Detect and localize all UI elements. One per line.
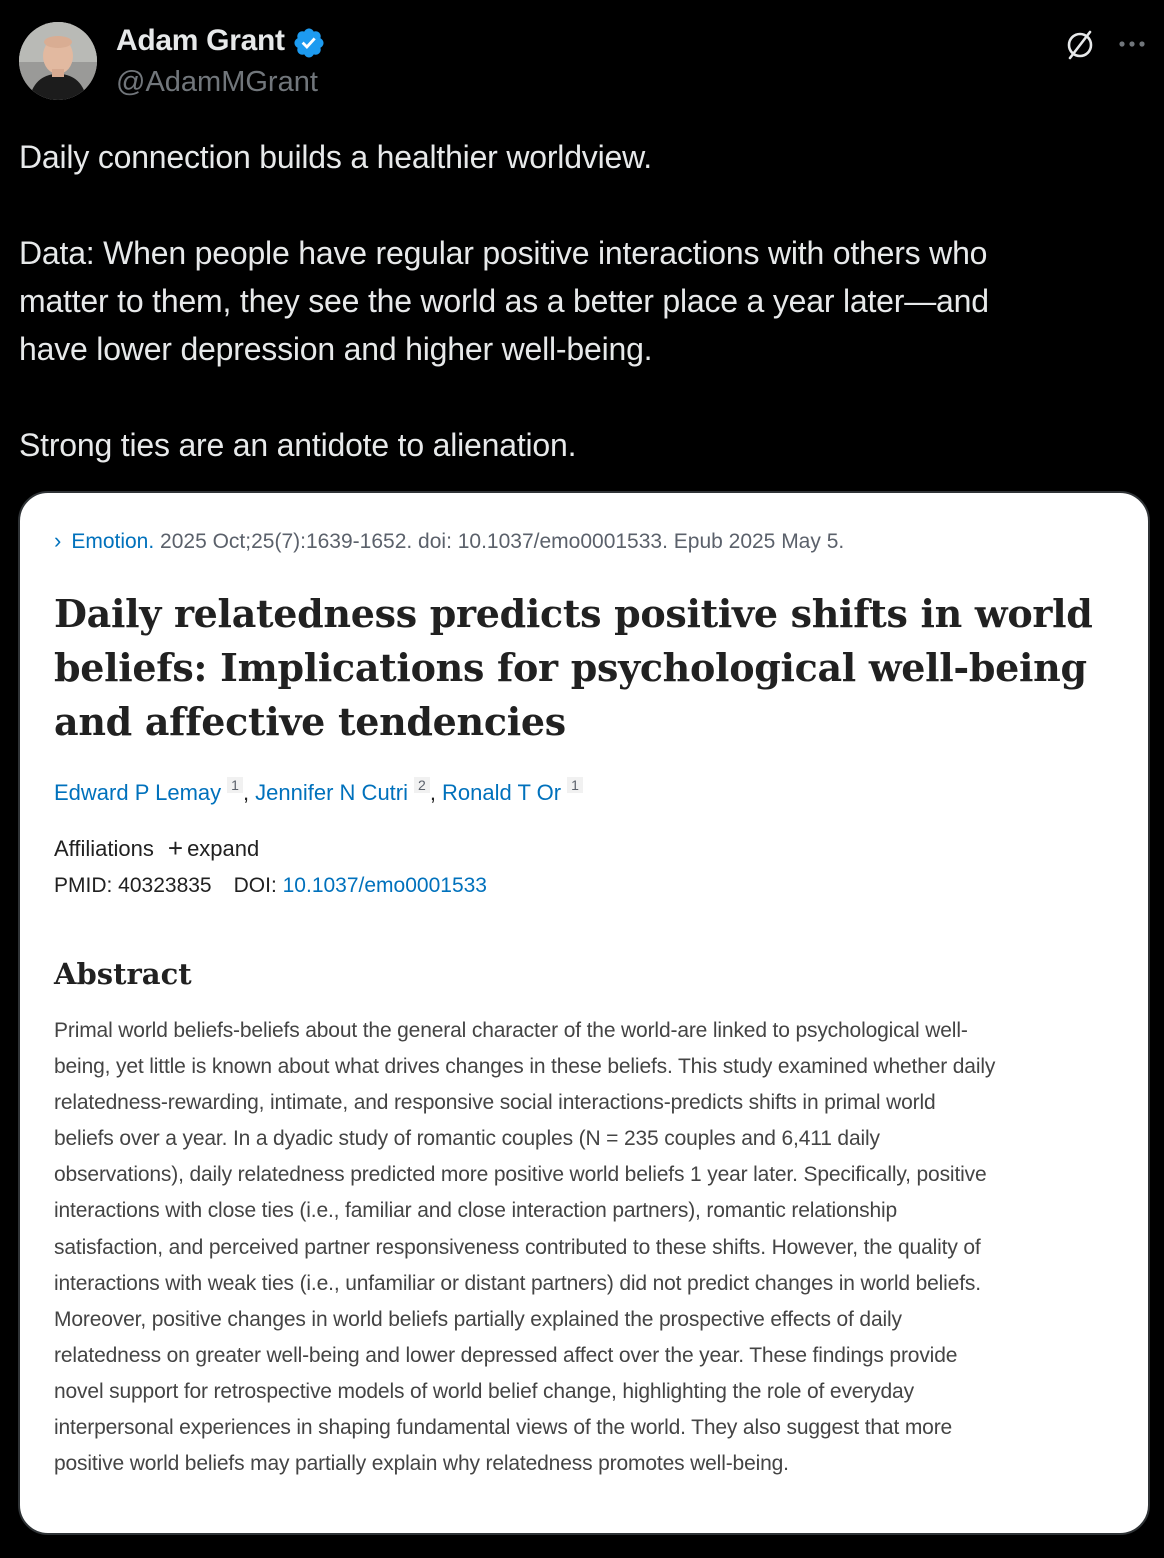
abstract-line: being, yet little is known about what drives changes in these beliefs. This study examined whether daily [54,1055,996,1079]
abstract-line: interactions with weak ties (i.e., unfamiliar or distant partners) did not predict changes in world beliefs. [54,1271,981,1295]
author-link[interactable]: Jennifer N Cutri [255,780,409,805]
journal-link[interactable]: Emotion. [71,530,155,553]
author-name[interactable]: Adam Grant [116,24,285,57]
tweet-paragraph: Daily connection builds a healthier worldview. [19,139,652,175]
attached-image-card[interactable] [18,491,1150,1535]
author-list: Edward P Lemay $^1$ , Jennifer N Cutri $^2$ , Ronald T Or $^1$ [54,777,583,806]
paper-title-line: and affective tendencies [54,699,566,744]
affiliation-number[interactable]: 2 [414,777,430,793]
paper-title [54,587,1114,749]
abstract-line: observations), daily relatedness predicted more positive world beliefs 1 year later. Specifically, positive [54,1163,987,1187]
chevron-right-icon: › [54,528,62,553]
abstract-line: novel support for retrospective models of world belief change, highlighting the role of everyday [54,1379,914,1403]
more-horizontal-icon[interactable] [1112,24,1152,64]
paper-title-line: beliefs: Implications for psychological well-being [54,645,1087,690]
abstract-line: Moreover, positive changes in world beliefs partially explained the prospective effects of daily [54,1307,902,1331]
tweet-header [0,0,1164,120]
tweet-paragraph: Data: When people have regular positive interactions with others who matter to them, they see the world as a better place a year later—and have lower depression and higher well-being. [19,235,989,367]
author-link[interactable]: Edward P Lemay [54,780,222,805]
author-handle[interactable]: @AdamMGrant [116,66,318,98]
affiliation-number[interactable]: 1 [567,777,583,793]
tweet-text [19,133,1139,469]
avatar[interactable] [19,22,97,100]
doi-label: DOI: [233,874,277,897]
verified-badge-icon [292,26,326,60]
abstract-line: positive world beliefs may partially explain why relatedness promotes well-being. [54,1452,789,1476]
affiliations-label: Affiliations [54,836,154,861]
affiliations-row [54,833,259,864]
paper-title-line: Daily relatedness predicts positive shifts in world [54,591,1093,636]
affiliation-number[interactable]: 1 [227,777,243,793]
identifiers-row [54,874,487,898]
abstract-line: relatedness-rewarding, intimate, and responsive social interactions-predicts shifts in primal world [54,1091,936,1115]
abstract-line: satisfaction, and perceived partner responsiveness contributed to these shifts. However, the quality of [54,1235,981,1259]
plus-icon[interactable]: + [167,833,184,863]
abstract-line: interactions with close ties (i.e., familiar and close interaction partners), romantic relationship [54,1199,898,1223]
abstract-line: relatedness on greater well-being and lower depressed affect over the year. These findings provide [54,1343,958,1367]
abstract-line: Primal world beliefs-beliefs about the general character of the world-are linked to psychological well- [54,1019,968,1042]
abstract-heading: Abstract [54,957,192,991]
citation-line [54,528,844,554]
tweet-paragraph: Strong ties are an antidote to alienation. [19,427,577,463]
citation-details: 2025 Oct;25(7):1639-1652. doi: 10.1037/emo0001533. Epub 2025 May 5. [154,530,845,553]
slashed-circle-icon[interactable] [1060,24,1100,64]
doi-link[interactable]: 10.1037/emo0001533 [282,874,487,897]
abstract-text [54,1013,1140,1482]
pmid: PMID: 40323835 [54,874,212,897]
abstract-line: interpersonal experiences in shaping fundamental views of the world. They also suggest that more [54,1416,953,1440]
avatar-image [19,22,97,100]
expand-toggle[interactable]: expand [187,836,260,861]
abstract-line: beliefs over a year. In a dyadic study of romantic couples (N = 235 couples and 6,411 daily [54,1127,880,1151]
author-link[interactable]: Ronald T Or [442,780,562,805]
